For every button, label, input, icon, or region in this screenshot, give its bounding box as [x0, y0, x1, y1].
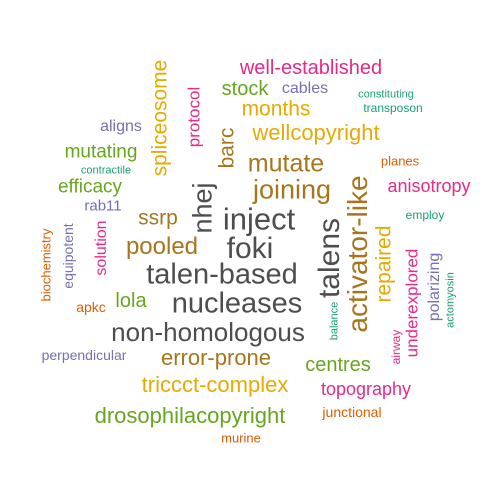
word-equipotent: equipotent	[60, 223, 76, 289]
word-repaired: repaired	[372, 225, 396, 303]
word-constituting: constituting	[358, 88, 414, 101]
word-activator-like: activator-like	[342, 175, 373, 333]
word-rab11: rab11	[84, 197, 122, 215]
word-mutating: mutating	[64, 141, 138, 163]
word-balance: balance	[328, 301, 341, 341]
word-transposon: transposon	[363, 101, 423, 115]
word-lola: lola	[115, 290, 147, 312]
word-polarizing: polarizing	[426, 252, 443, 322]
word-wellcopyright: wellcopyright	[252, 120, 380, 145]
word-foki: foki	[226, 232, 274, 265]
word-efficacy: efficacy	[57, 176, 123, 198]
word-barc: barc	[215, 127, 239, 169]
word-drosophilacopyright: drosophilacopyright	[94, 403, 286, 428]
word-triccct-complex: triccct-complex	[141, 372, 289, 397]
word-solution: solution	[93, 220, 110, 276]
word-perpendicular: perpendicular	[41, 347, 127, 363]
word-joining: joining	[252, 174, 332, 205]
word-anisotropy: anisotropy	[387, 176, 471, 196]
word-biochemistry: biochemistry	[38, 228, 54, 302]
word-pooled: pooled	[125, 233, 199, 260]
word-planes: planes	[380, 153, 420, 169]
word-well-established: well-established	[239, 57, 383, 79]
word-error-prone: error-prone	[160, 345, 272, 370]
word-employ: employ	[405, 208, 445, 222]
word-contractile: contractile	[80, 164, 132, 177]
word-inject: inject	[222, 201, 296, 237]
word-apkc: apkc	[76, 299, 106, 315]
word-nucleases: nucleases	[171, 287, 303, 320]
word-talen-based: talen-based	[146, 258, 298, 291]
word-airway: airway	[389, 329, 403, 365]
word-nhej: nhej	[187, 182, 218, 234]
word-aligns: aligns	[100, 118, 142, 135]
word-spliceosome: spliceosome	[148, 59, 172, 177]
word-actomyosin: actomyosin	[444, 272, 457, 328]
word-months: months	[241, 97, 311, 121]
word-cables: cables	[281, 80, 329, 97]
word-murine: murine	[221, 430, 261, 446]
word-non-homologous: non-homologous	[111, 317, 305, 347]
word-mutate: mutate	[247, 149, 325, 178]
word-topography: topography	[320, 379, 412, 399]
word-underexplored: underexplored	[402, 248, 422, 358]
word-stock: stock	[221, 78, 269, 100]
word-talens: talens	[313, 217, 346, 299]
word-junctional: junctional	[322, 404, 382, 420]
word-ssrp: ssrp	[138, 206, 178, 230]
word-centres: centres	[305, 354, 371, 376]
word-protocol: protocol	[184, 86, 204, 148]
